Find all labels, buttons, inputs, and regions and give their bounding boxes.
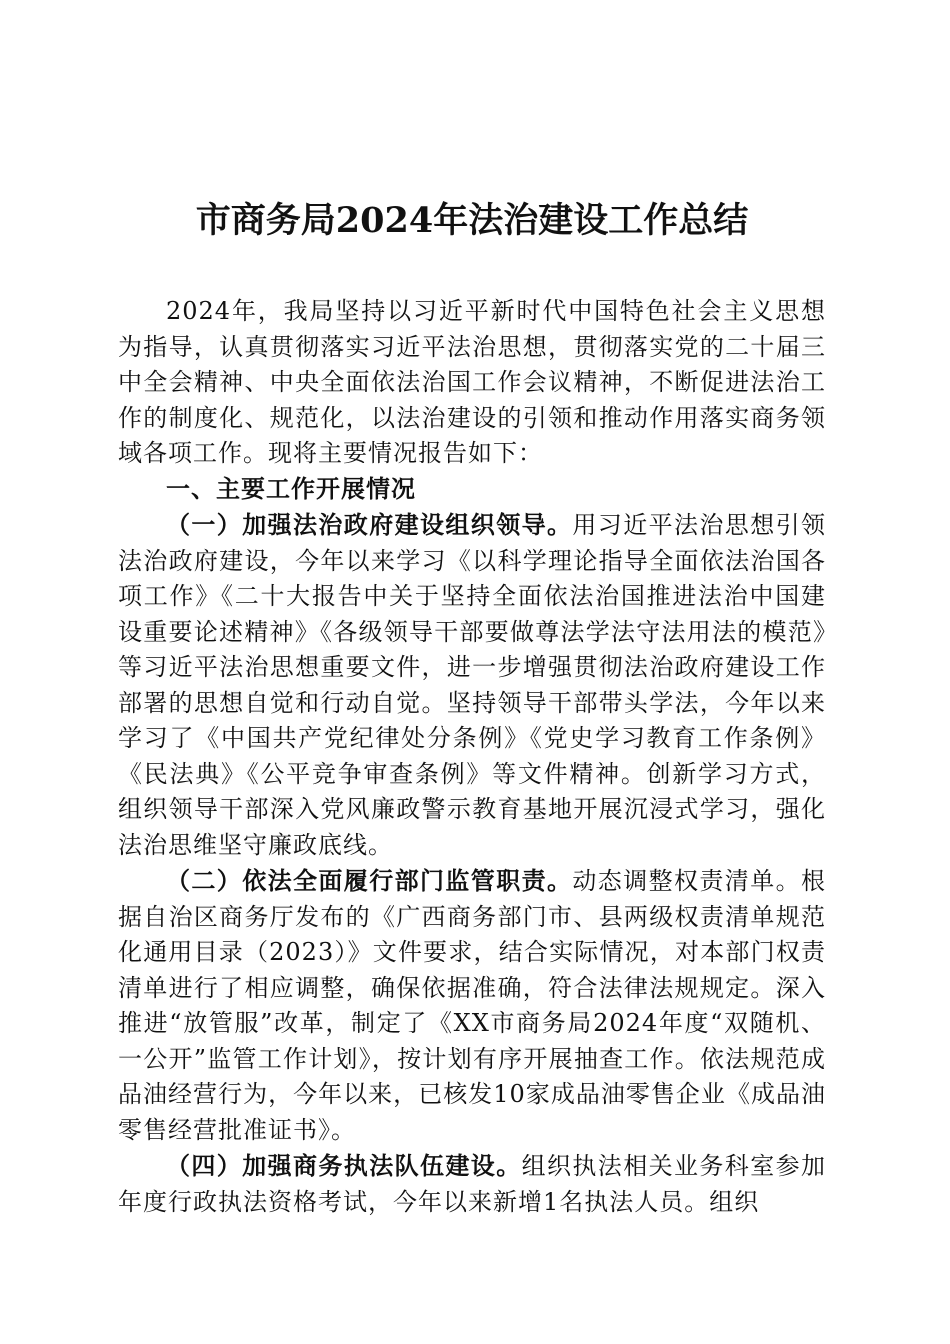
item-paragraph-4 xyxy=(118,1148,826,1220)
item-body-2: 动态调整权责清单。根据自治区商务厅发布的《广西商务部门市、县两级权责清单规范化通用目录（2023）》文件要求，结合实际情况，对本部门权责清单进行了相应调整，确保依据准确，符合法律法规规定。深入推进“放管服”改革，制定了《XX市商务局2024年度“双随机、一公开”监管工作计划》，按计划有序开展抽查工作。依法规范成品油经营行为，今年以来，已核发10家成品油零售企业《成品油零售经营批准证书》。 xyxy=(118,867,827,1144)
item-body-1: 用习近平法治思想引领法治政府建设，今年以来学习《以科学理论指导全面依法治国各项工作》《二十大报告中关于坚持全面依法治国推进法治中国建设重要论述精神》《各级领导干部要做尊法学法守法用法的模范》等习近平法治思想重要文件，进一步增强贯彻法治政府建设工作部署的思想自觉和行动自觉。坚持领导干部带头学法，今年以来学习了《中国共产党纪律处分条例》《党史学习教育工作条例》《民法典》《公平竞争审查条例》等文件精神。创新学习方式，组织领导干部深入党风廉政警示教育基地开展沉浸式学习，强化法治思维坚守廉政底线。 xyxy=(118,511,827,859)
item-paragraph-1 xyxy=(118,507,826,863)
item-lead-1: （一）加强法治政府建设组织领导。 xyxy=(166,510,573,539)
document-title: 市商务局2024年法治建设工作总结 xyxy=(195,200,749,241)
document-page xyxy=(118,196,826,1220)
item-lead-2: （二）依法全面履行部门监管职责。 xyxy=(166,866,573,895)
item-body-4: 组织执法相关业务科室参加年度行政执法资格考试，今年以来新增1名执法人员。组织 xyxy=(118,1152,827,1216)
item-paragraph-2 xyxy=(118,863,826,1148)
section-heading-1: 一、主要工作开展情况 xyxy=(166,474,416,503)
item-lead-4: （四）加强商务执法队伍建设。 xyxy=(166,1151,522,1180)
intro-paragraph: 2024年，我局坚持以习近平新时代中国特色社会主义思想为指导，认真贯彻落实习近平法治思想，贯彻落实党的二十届三中全会精神、中央全面依法治国工作会议精神，不断促进法治工作的制度化、规范化，以法治建设的引领和推动作用落实商务领域各项工作。现将主要情况报告如下： xyxy=(118,297,826,467)
